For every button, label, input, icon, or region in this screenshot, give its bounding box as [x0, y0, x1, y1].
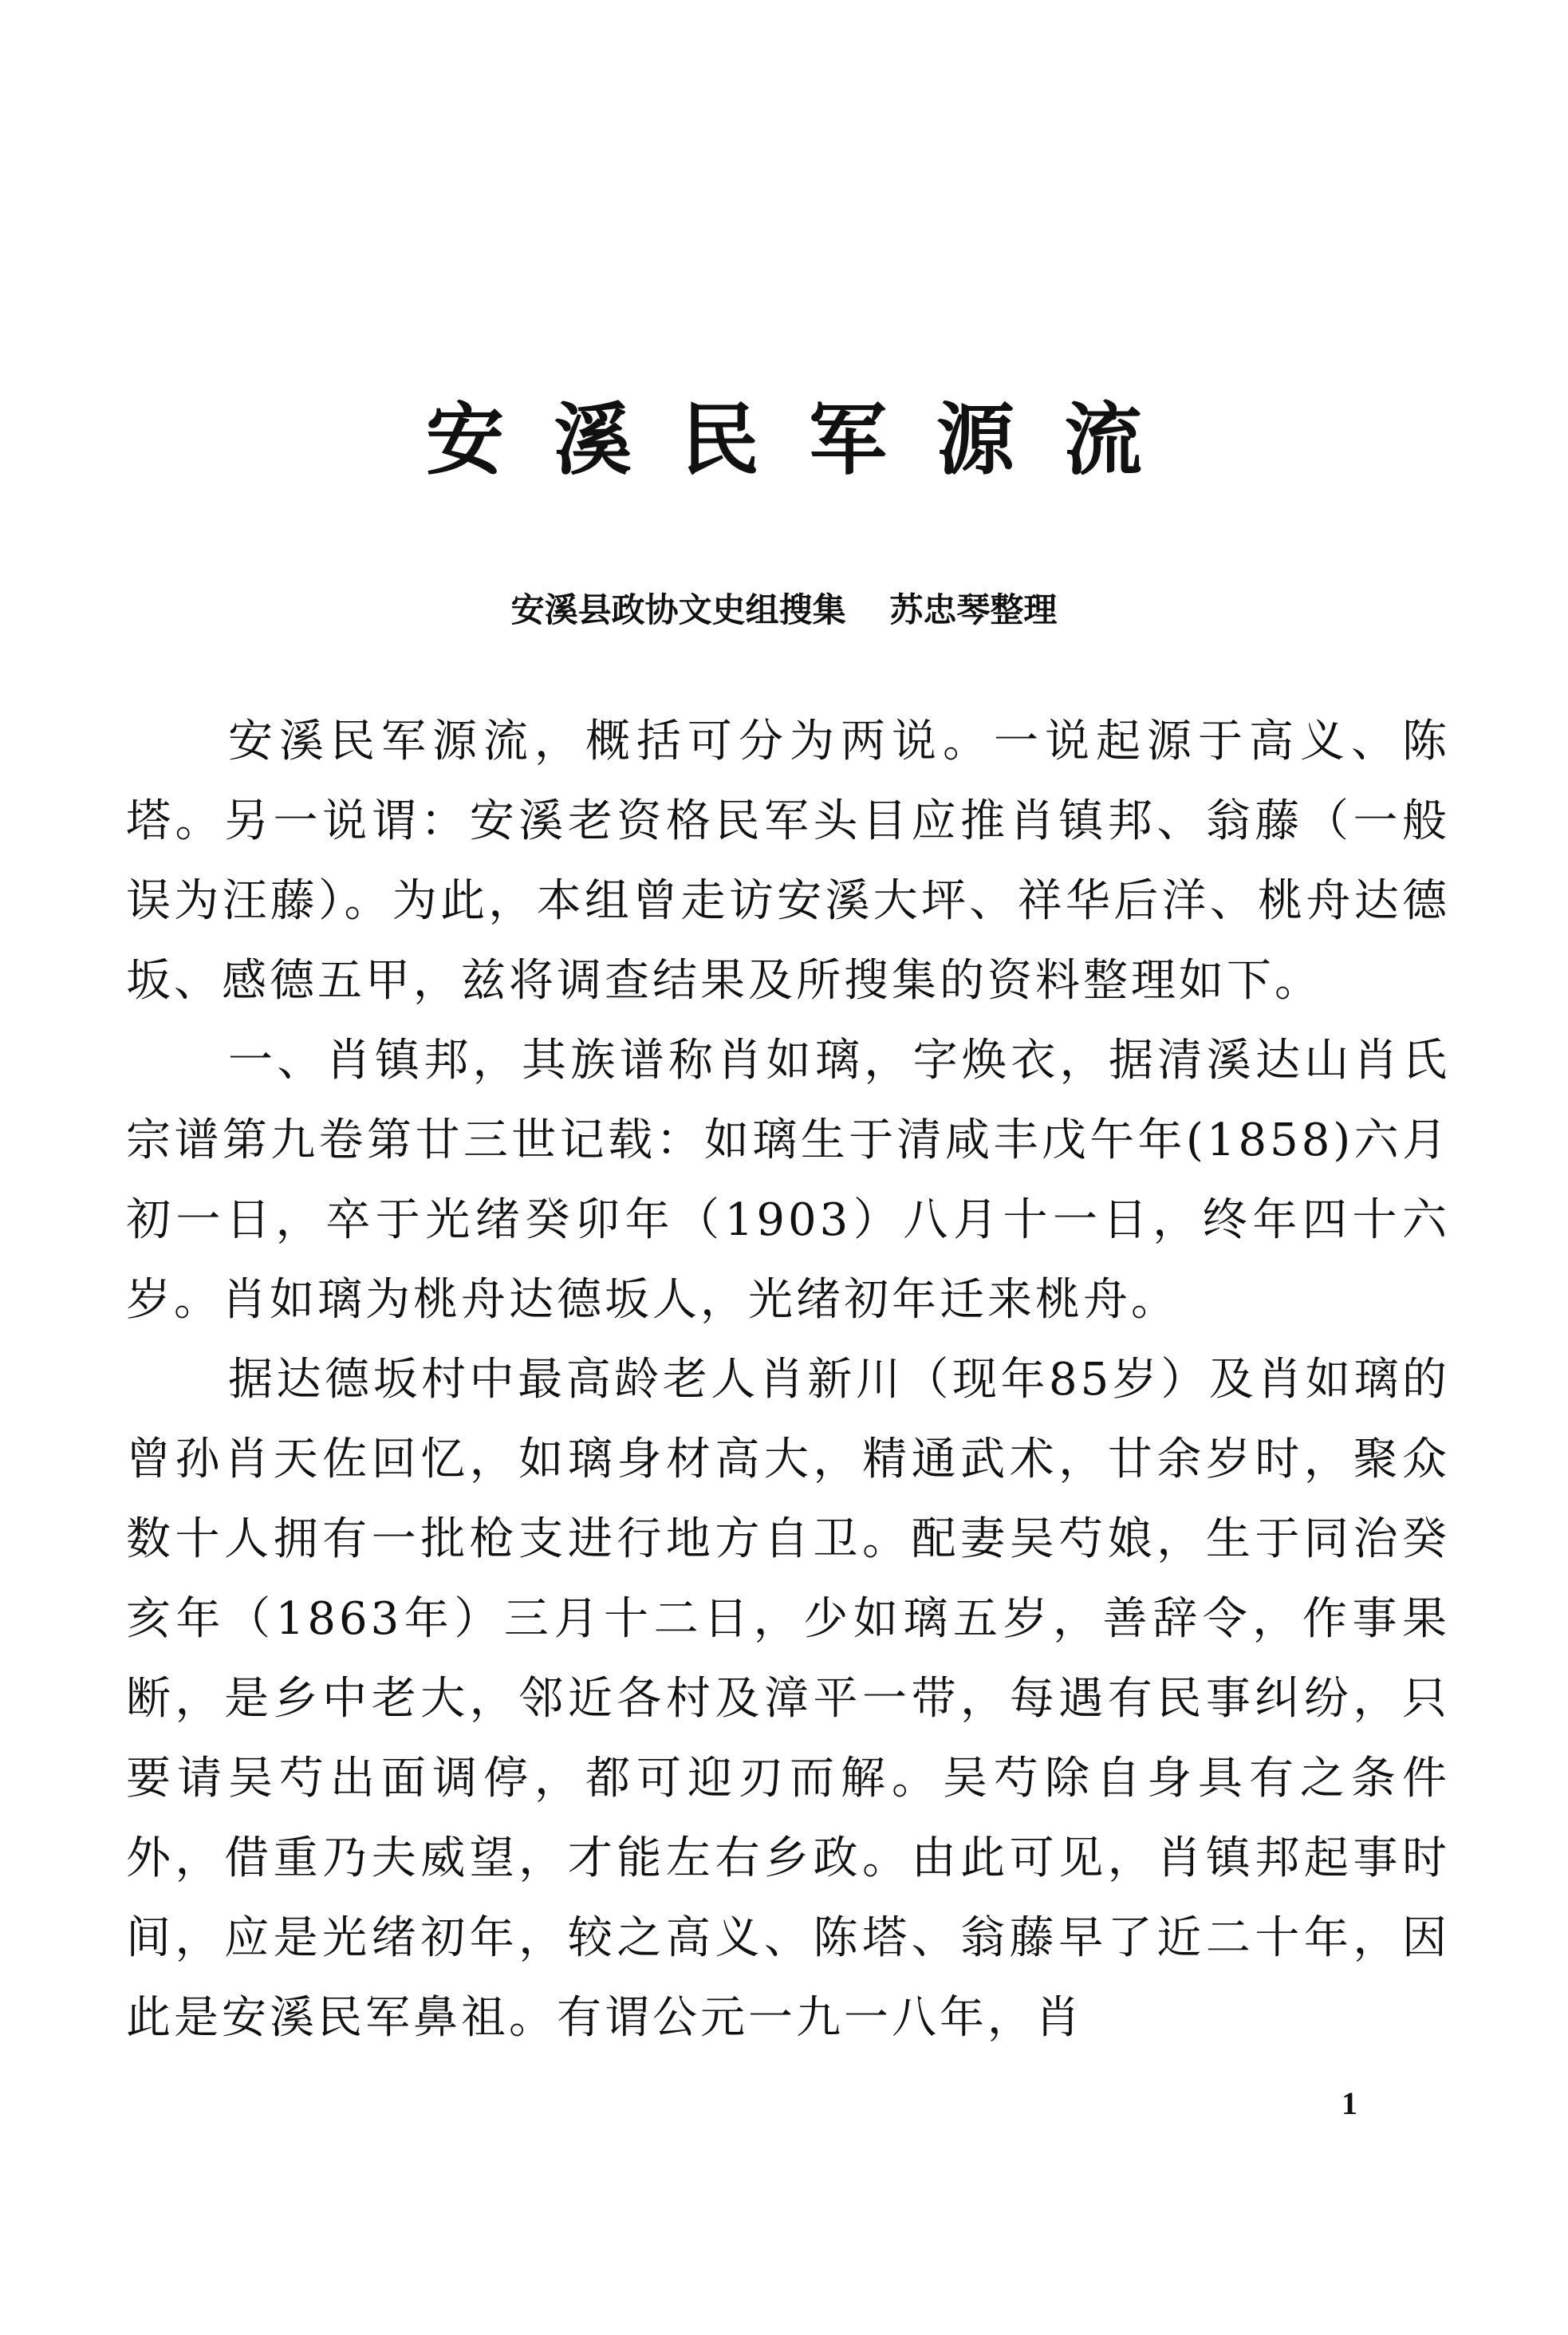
paragraph-intro: 安溪民军源流，概括可分为两说。一说起源于高义、陈塔。另一说谓：安溪老资格民军头目应推肖镇邦、翁藤（一般误为汪藤）。为此，本组曾走访安溪大坪、祥华后洋、桃舟达德坂、感德五甲，兹将调查结果及所搜集的资料整理如下。: [126, 716, 1450, 1007]
byline-editor: 苏忠琴整理: [889, 590, 1058, 629]
paragraph-section-one: 一、肖镇邦，其族谱称肖如璃，字焕衣，据清溪达山肖氏宗谱第九卷第廿三世记载：如璃生于清咸丰戊午年(1858)六月初一日，卒于光绪癸卯年（1903）八月十一日，终年四十六岁。肖如璃为桃舟达德坂人，光绪初年迁来桃舟。: [126, 1035, 1450, 1326]
page-number: 1: [1341, 2085, 1357, 2121]
article-title: 安溪民军源流: [425, 395, 1192, 486]
byline-collector: 安溪县政协文史组搜集: [510, 590, 846, 629]
article-body: [126, 702, 1450, 2058]
paragraph-recollection: 据达德坂村中最高龄老人肖新川（现年85岁）及肖如璃的曾孙肖天佐回忆，如璃身材高大，精通武术，廿余岁时，聚众数十人拥有一批枪支进行地方自卫。配妻吴芍娘，生于同治癸亥年（1863年）三月十二日，少如璃五岁，善辞令，作事果断，是乡中老大，邻近各村及漳平一带，每遇有民事纠纷，只要请吴芍出面调停，都可迎刃而解。吴芍除自身具有之条件外，借重乃夫威望，才能左右乡政。由此可见，肖镇邦起事时间，应是光绪初年，较之高义、陈塔、翁藤早了近二十年，因此是安溪民军鼻祖。有谓公元一九一八年，肖: [126, 1354, 1450, 2044]
article-byline: [0, 586, 1568, 634]
